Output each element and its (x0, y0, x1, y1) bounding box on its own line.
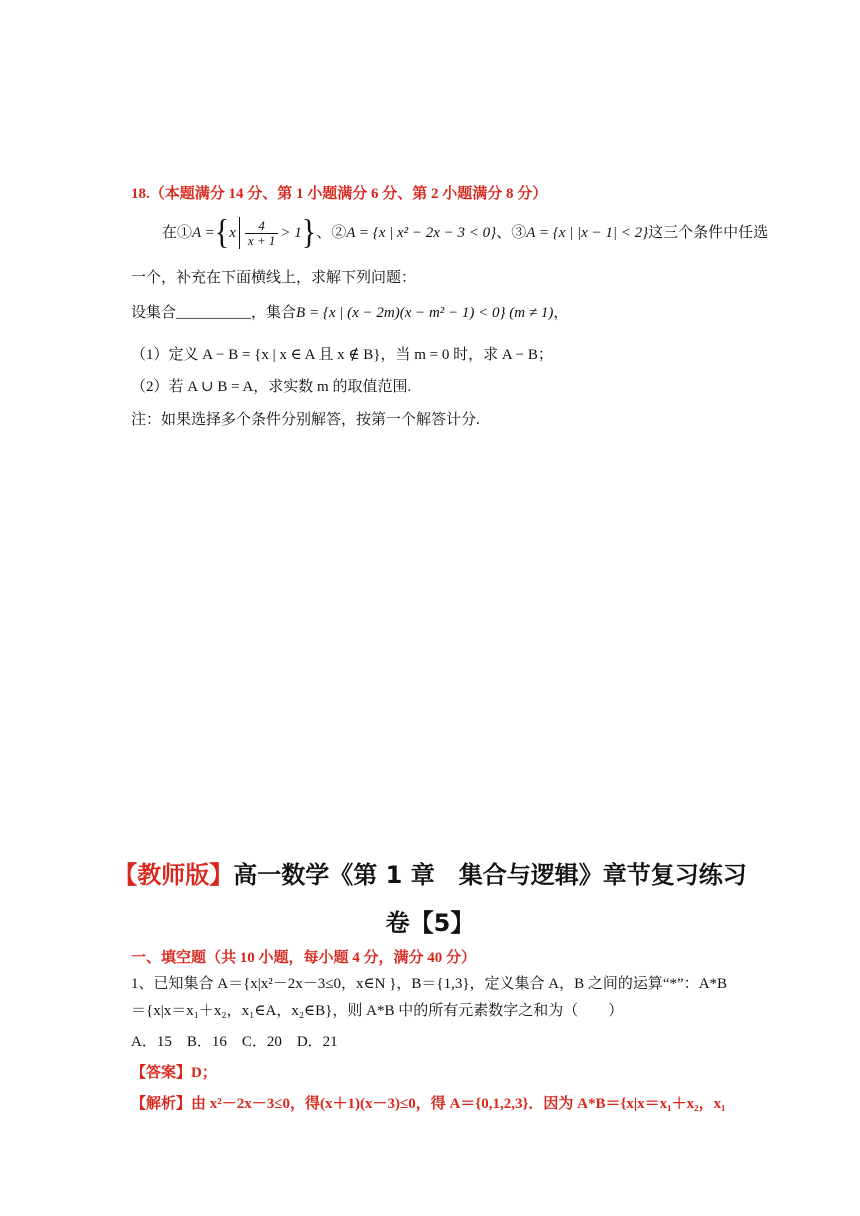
question-18-line2: 一个，补充在下面横线上，求解下列问题： (131, 270, 417, 286)
fraction (245, 219, 279, 248)
question-18-part2: （2）若 A ∪ B = A，求实数 m 的取值范围. (131, 379, 412, 395)
question-1-options: A．15 B．16 C．20 D．21 (131, 1034, 338, 1050)
title-text: 高一数学《第 1 章 集合与逻辑》章节复习练习 (233, 861, 747, 889)
intro-prefix: 在① (162, 225, 193, 241)
right-brace-icon: } (301, 213, 317, 252)
condition-1-var: x (229, 225, 236, 241)
section-heading: 一、填空题（共 10 小题，每小题 4 分，满分 40 分） (131, 950, 477, 966)
set-b-definition: B = {x | (x − 2m)(x − m² − 1) < 0} (m ≠ 1) (296, 305, 554, 321)
answer-label: 【答案】D； (131, 1065, 217, 1081)
line3-end: ， (553, 305, 569, 321)
question-18-header: 18.（本题满分 14 分、第 1 小题满分 6 分、第 2 小题满分 8 分） (131, 186, 548, 202)
analysis-line (131, 1093, 726, 1115)
condition-3: A = {x | |x − 1| < 2} (526, 225, 649, 241)
page-title-line1 (0, 855, 860, 890)
left-brace-icon: { (214, 213, 230, 252)
divider-bar (239, 217, 240, 249)
condition-2: A = {x | x² − 2x − 3 < 0} (346, 225, 497, 241)
condition-1 (192, 213, 317, 252)
separator-1: 、② (316, 225, 347, 241)
question-18-conditions (162, 213, 769, 252)
question-18-note: 注：如果选择多个条件分别解答，按第一个解答计分. (131, 412, 480, 428)
question-1-line1: 1、已知集合 A＝{x|x²－2x－3≤0，x∈N }，B＝{1,3}，定义集合 A，B 之间的运算“*”：A*B (131, 976, 728, 992)
page-title-line2: 卷【5】 (385, 909, 475, 937)
line3-prefix: 设集合 (131, 305, 177, 321)
fraction-numerator: 4 (258, 217, 265, 233)
condition-1-lhs: A = (192, 225, 215, 241)
condition-1-tail: > 1 (280, 225, 302, 241)
separator-2: 、③ (496, 225, 527, 241)
teacher-edition-tag: 【教师版】 (113, 861, 234, 889)
question-18-part1: （1）定义 A − B = {x | x ∈ A 且 x ∉ B}，当 m = 0 时，求 A − B； (131, 347, 553, 363)
analysis-label: 【解析】 (131, 1096, 192, 1112)
line3-mid: ，集合 (251, 305, 297, 321)
answer-blank: __________ (176, 305, 252, 321)
question-1-line2: ＝{x|x＝x₁＋x₂，x₁∈A，x₂∈B}，则 A*B 中的所有元素数字之和为（ ） (131, 1003, 624, 1019)
fraction-denominator: x + 1 (245, 233, 279, 248)
question-18-line3 (131, 302, 568, 324)
intro-suffix: 这三个条件中任选 (648, 225, 769, 241)
analysis-text: 由 x²－2x－3≤0，得(x＋1)(x－3)≤0，得 A＝{0,1,2,3}．因为 A*B＝{x|x＝x₁＋x₂，x₁ (191, 1096, 726, 1112)
